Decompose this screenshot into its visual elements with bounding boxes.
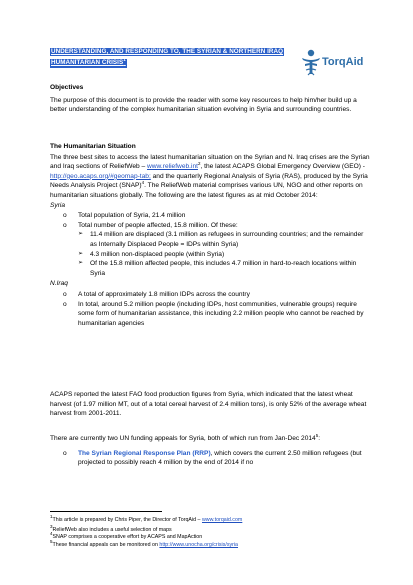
footnote-4: $^4$SNAP comprises a cooperative effort by ACAPS and MapAction [50,531,203,541]
list-item: o In total, around 5.2 million people (including IDPs, host communities, vulnerable groups) require some form of humanitarian assistance, this including 2.2 million people who cannot be reached by humanitarian agencies [63,300,372,329]
situation-section [50,142,372,328]
footnote-3: $^3$ReliefWeb also includes a useful selection of maps [50,523,172,533]
niraq-label: N.Iraq [50,280,68,288]
footnote-divider [50,511,162,512]
unocha-link[interactable]: http://www.unocha.org/crisis/syria [159,541,239,548]
acaps-section [50,390,372,419]
list-item: o Total population of Syria, 21.4 million [63,211,372,221]
footnote-1: $^1$This article is prepared by Chris Piper, the Director of TorqAid – www.torqaid.com [50,514,243,523]
title-line-1: UNDERSTANDING, AND RESPONDING TO, THE SYRIAN & NORTHERN IRAQ [51,48,284,55]
footnote-5: $^5$These financial appeals can be monitored on http://www.unocha.org/crisis/syria [50,539,239,548]
syria-label: Syria [50,201,66,209]
acaps-geo-link[interactable]: http://geo.acaps.org/#geomap-tab; [50,172,151,180]
appeals-paragraph: There are currently two UN funding appeals for Syria, both of which run from Jan-Dec 2014$^5$: [50,432,321,442]
list-item: o A total of approximately 1.8 million IDPs across the country [63,290,372,300]
syria-list [50,211,372,230]
torqaid-link[interactable]: www.torqaid.com [201,517,243,523]
appeals-section [50,434,372,468]
objectives-heading: Objectives [50,84,84,91]
situation-paragraph: The three best sites to access the latest humanitarian situation on the Syrian and N. Iraq crises are the Syrian and Iraq sections of ReliefWeb – www.reliefweb.int$^2$, the latest ACAPS Global Emergency Overview (GEO) - http://geo.acaps.org/#geomap-tab; and the quarterly Regional Analysis of Syria (RAS), produced by the Syria Needs Analysis Project (SNAP)$^4$. The ReliefWeb material comprises various UN, NGO and other reports on humanitarian situations globally. The following are the latest figures as at mid October 2014: [50,153,370,199]
document-title [50,47,320,70]
footnotes [50,514,372,549]
situation-heading: The Humanitarian Situation [50,143,136,150]
torqaid-logo-icon [300,48,322,78]
rrp-title: The Syrian Regional Response Plan (RRP) [78,449,211,457]
syria-sublist [50,230,372,278]
objectives-section [50,83,372,115]
title-line-2: HUMANITARIAN CRISIS$^1$ [51,57,126,67]
logo-wordmark: TorqAid [322,56,364,68]
list-item: ➢ Of the 15.8 million affected people, this includes 4.7 million in hard-to-reach locations within Syria [78,259,372,278]
appeals-list [50,449,372,468]
list-item: o Total number of people affected, 15.8 million. Of these: [63,221,372,231]
list-item: ➢ 4.3 million non-displaced people (within Syria) [78,250,372,260]
list-item: ➢ 11.4 million are displaced (3.1 million as refugees in surrounding countries; and the remainder as Internally Displaced People = IDPs within Syria) [78,230,372,249]
list-item: o The Syrian Regional Response Plan (RRP), which covers the current 2.50 million refugees (but projected to possibly reach 4 million by the end of 2014 if no [63,449,372,468]
acaps-paragraph: ACAPS reported the latest FAO food production figures from Syria, which indicated that the latest wheat harvest (of 1.97 million MT, out of a total cereal harvest of 2.4 million tons), is only 52% of the average wheat harvest from 2001-2011. [50,391,367,418]
niraq-list [50,290,372,328]
objectives-body: The purpose of this document is to provide the reader with some key resources to help him/her build up a better understanding of the complex humanitarian situation evolving in Syria and surrounding countries. [50,96,357,114]
reliefweb-link[interactable]: www.reliefweb.int [147,163,198,171]
